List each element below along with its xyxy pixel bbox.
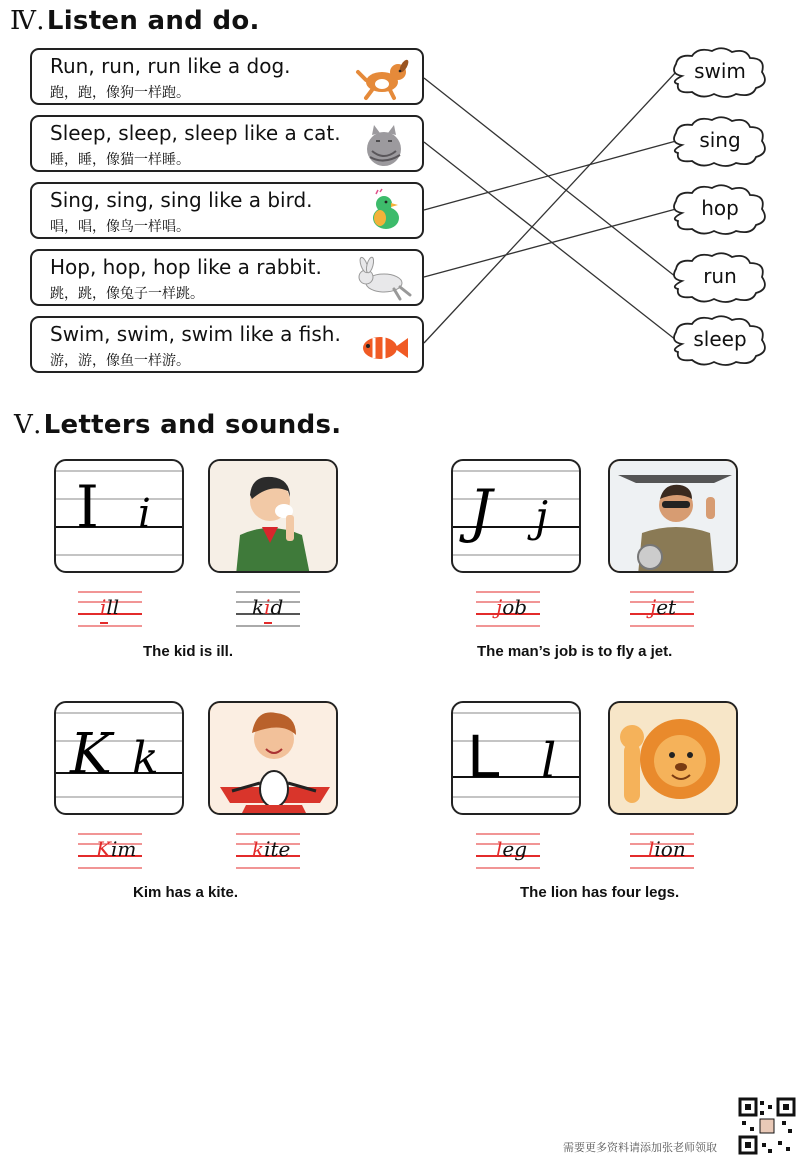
match-line-sing [424, 141, 676, 210]
target-letter: i [264, 595, 271, 619]
word-text [95, 837, 136, 861]
uppercase-letter: J [469, 477, 493, 545]
match-line-sleep [424, 142, 676, 340]
phrase-box-rabbit[interactable] [30, 249, 424, 306]
phrase-box-fish[interactable] [30, 316, 424, 373]
word-text [100, 595, 119, 619]
word-writing-ill [78, 588, 142, 630]
word-text [252, 837, 290, 861]
action-cloud-hop[interactable] [668, 183, 772, 235]
lowercase-letter: k [132, 733, 159, 784]
phrase-english: Sing, sing, sing like a bird. [50, 188, 313, 212]
action-word: run [703, 264, 737, 288]
section-4-title: Listen and do. [46, 6, 260, 36]
letter-writing-lines [453, 703, 581, 815]
word-text [646, 595, 677, 619]
match-line-hop [424, 209, 676, 277]
sick-boy-picture [208, 459, 338, 573]
word-writing-job [476, 588, 540, 630]
fish-icon [354, 322, 414, 370]
boy-kite-picture [208, 701, 338, 815]
word-rest: d [270, 595, 284, 619]
word-writing-kite [236, 830, 300, 872]
phrase-box-cat[interactable] [30, 115, 424, 172]
phrase-chinese: 跳，跳，像兔子一样跳。 [50, 286, 204, 302]
example-sentence: The lion has four legs. [520, 884, 680, 901]
word-writing-kim [78, 830, 142, 872]
action-cloud-sing[interactable] [668, 115, 772, 167]
letter-writing-lines [56, 703, 184, 815]
action-word: sleep [693, 327, 747, 351]
lowercase-letter: j [535, 492, 549, 541]
word-writing-leg [476, 830, 540, 872]
rabbit-icon [354, 255, 414, 303]
target-letter: K [96, 837, 111, 861]
word-text [496, 837, 527, 861]
phrase-chinese: 跑，跑，像狗一样跑。 [50, 85, 190, 101]
qr-code-icon[interactable] [738, 1097, 796, 1155]
word-rest: ite [264, 837, 291, 861]
uppercase-letter: L [467, 723, 500, 791]
target-letter: l [496, 837, 503, 861]
phrase-english: Swim, swim, swim like a fish. [50, 322, 341, 346]
example-sentence: Kim has a kite. [133, 884, 239, 901]
phrase-english: Run, run, run like a dog. [50, 54, 291, 78]
pilot-picture [608, 459, 738, 573]
section-5-heading [14, 410, 341, 440]
word-writing-kid [236, 588, 300, 630]
phrase-english: Hop, hop, hop like a rabbit. [50, 255, 322, 279]
lowercase-letter: l [541, 733, 557, 789]
letter-writing-lines [453, 461, 581, 573]
word-text [648, 837, 686, 861]
action-cloud-sleep[interactable] [668, 314, 772, 366]
dog-icon [354, 54, 414, 102]
word-rest: et [656, 595, 677, 619]
action-cloud-swim[interactable] [668, 46, 772, 98]
match-line-run [424, 78, 676, 277]
action-word: swim [694, 59, 746, 83]
phrase-chinese: 唱，唱，像鸟一样唱。 [50, 219, 190, 235]
phrase-box-bird[interactable] [30, 182, 424, 239]
letter-card-i [54, 459, 184, 573]
section-5-title: Letters and sounds. [43, 410, 342, 440]
word-rest: ob [502, 595, 528, 619]
footer-note: 需要更多资料请添加张老师领取 [563, 1141, 717, 1154]
uppercase-letter: K [70, 722, 112, 787]
lion-picture [608, 701, 738, 815]
phrase-chinese: 游，游，像鱼一样游。 [50, 353, 190, 369]
target-letter: k [252, 837, 265, 861]
word-rest: ion [654, 837, 686, 861]
bird-icon [354, 188, 414, 236]
section-4-heading [10, 6, 260, 36]
lowercase-letter: i [138, 491, 151, 537]
target-letter: j [650, 595, 657, 619]
word-writing-jet [630, 588, 694, 630]
word-first: k [252, 595, 265, 619]
phrase-chinese: 睡，睡，像猫一样睡。 [50, 152, 190, 168]
section-5-numeral: Ⅴ. [14, 410, 42, 440]
letter-card-j [451, 459, 581, 573]
target-letter: i [100, 595, 107, 619]
word-writing-lion [630, 830, 694, 872]
cat-icon [354, 121, 414, 169]
match-line-swim [424, 72, 676, 343]
action-word: hop [701, 196, 739, 220]
word-text [252, 595, 283, 619]
letter-writing-lines [56, 461, 184, 573]
example-sentence: The kid is ill. [143, 643, 234, 660]
action-word: sing [699, 128, 741, 152]
word-rest: im [110, 837, 137, 861]
target-letter: l [648, 837, 655, 861]
word-rest: ll [106, 595, 120, 619]
phrase-english: Sleep, sleep, sleep like a cat. [50, 121, 341, 145]
phrase-box-dog[interactable] [30, 48, 424, 105]
letter-card-k [54, 701, 184, 815]
target-letter: j [496, 595, 503, 619]
letter-card-l [451, 701, 581, 815]
word-rest: eg [502, 837, 528, 861]
word-text [492, 595, 527, 619]
uppercase-letter: I [76, 473, 99, 541]
example-sentence: The man’s job is to fly a jet. [477, 643, 673, 660]
section-4-numeral: Ⅳ. [10, 6, 45, 36]
action-cloud-run[interactable] [668, 251, 772, 303]
